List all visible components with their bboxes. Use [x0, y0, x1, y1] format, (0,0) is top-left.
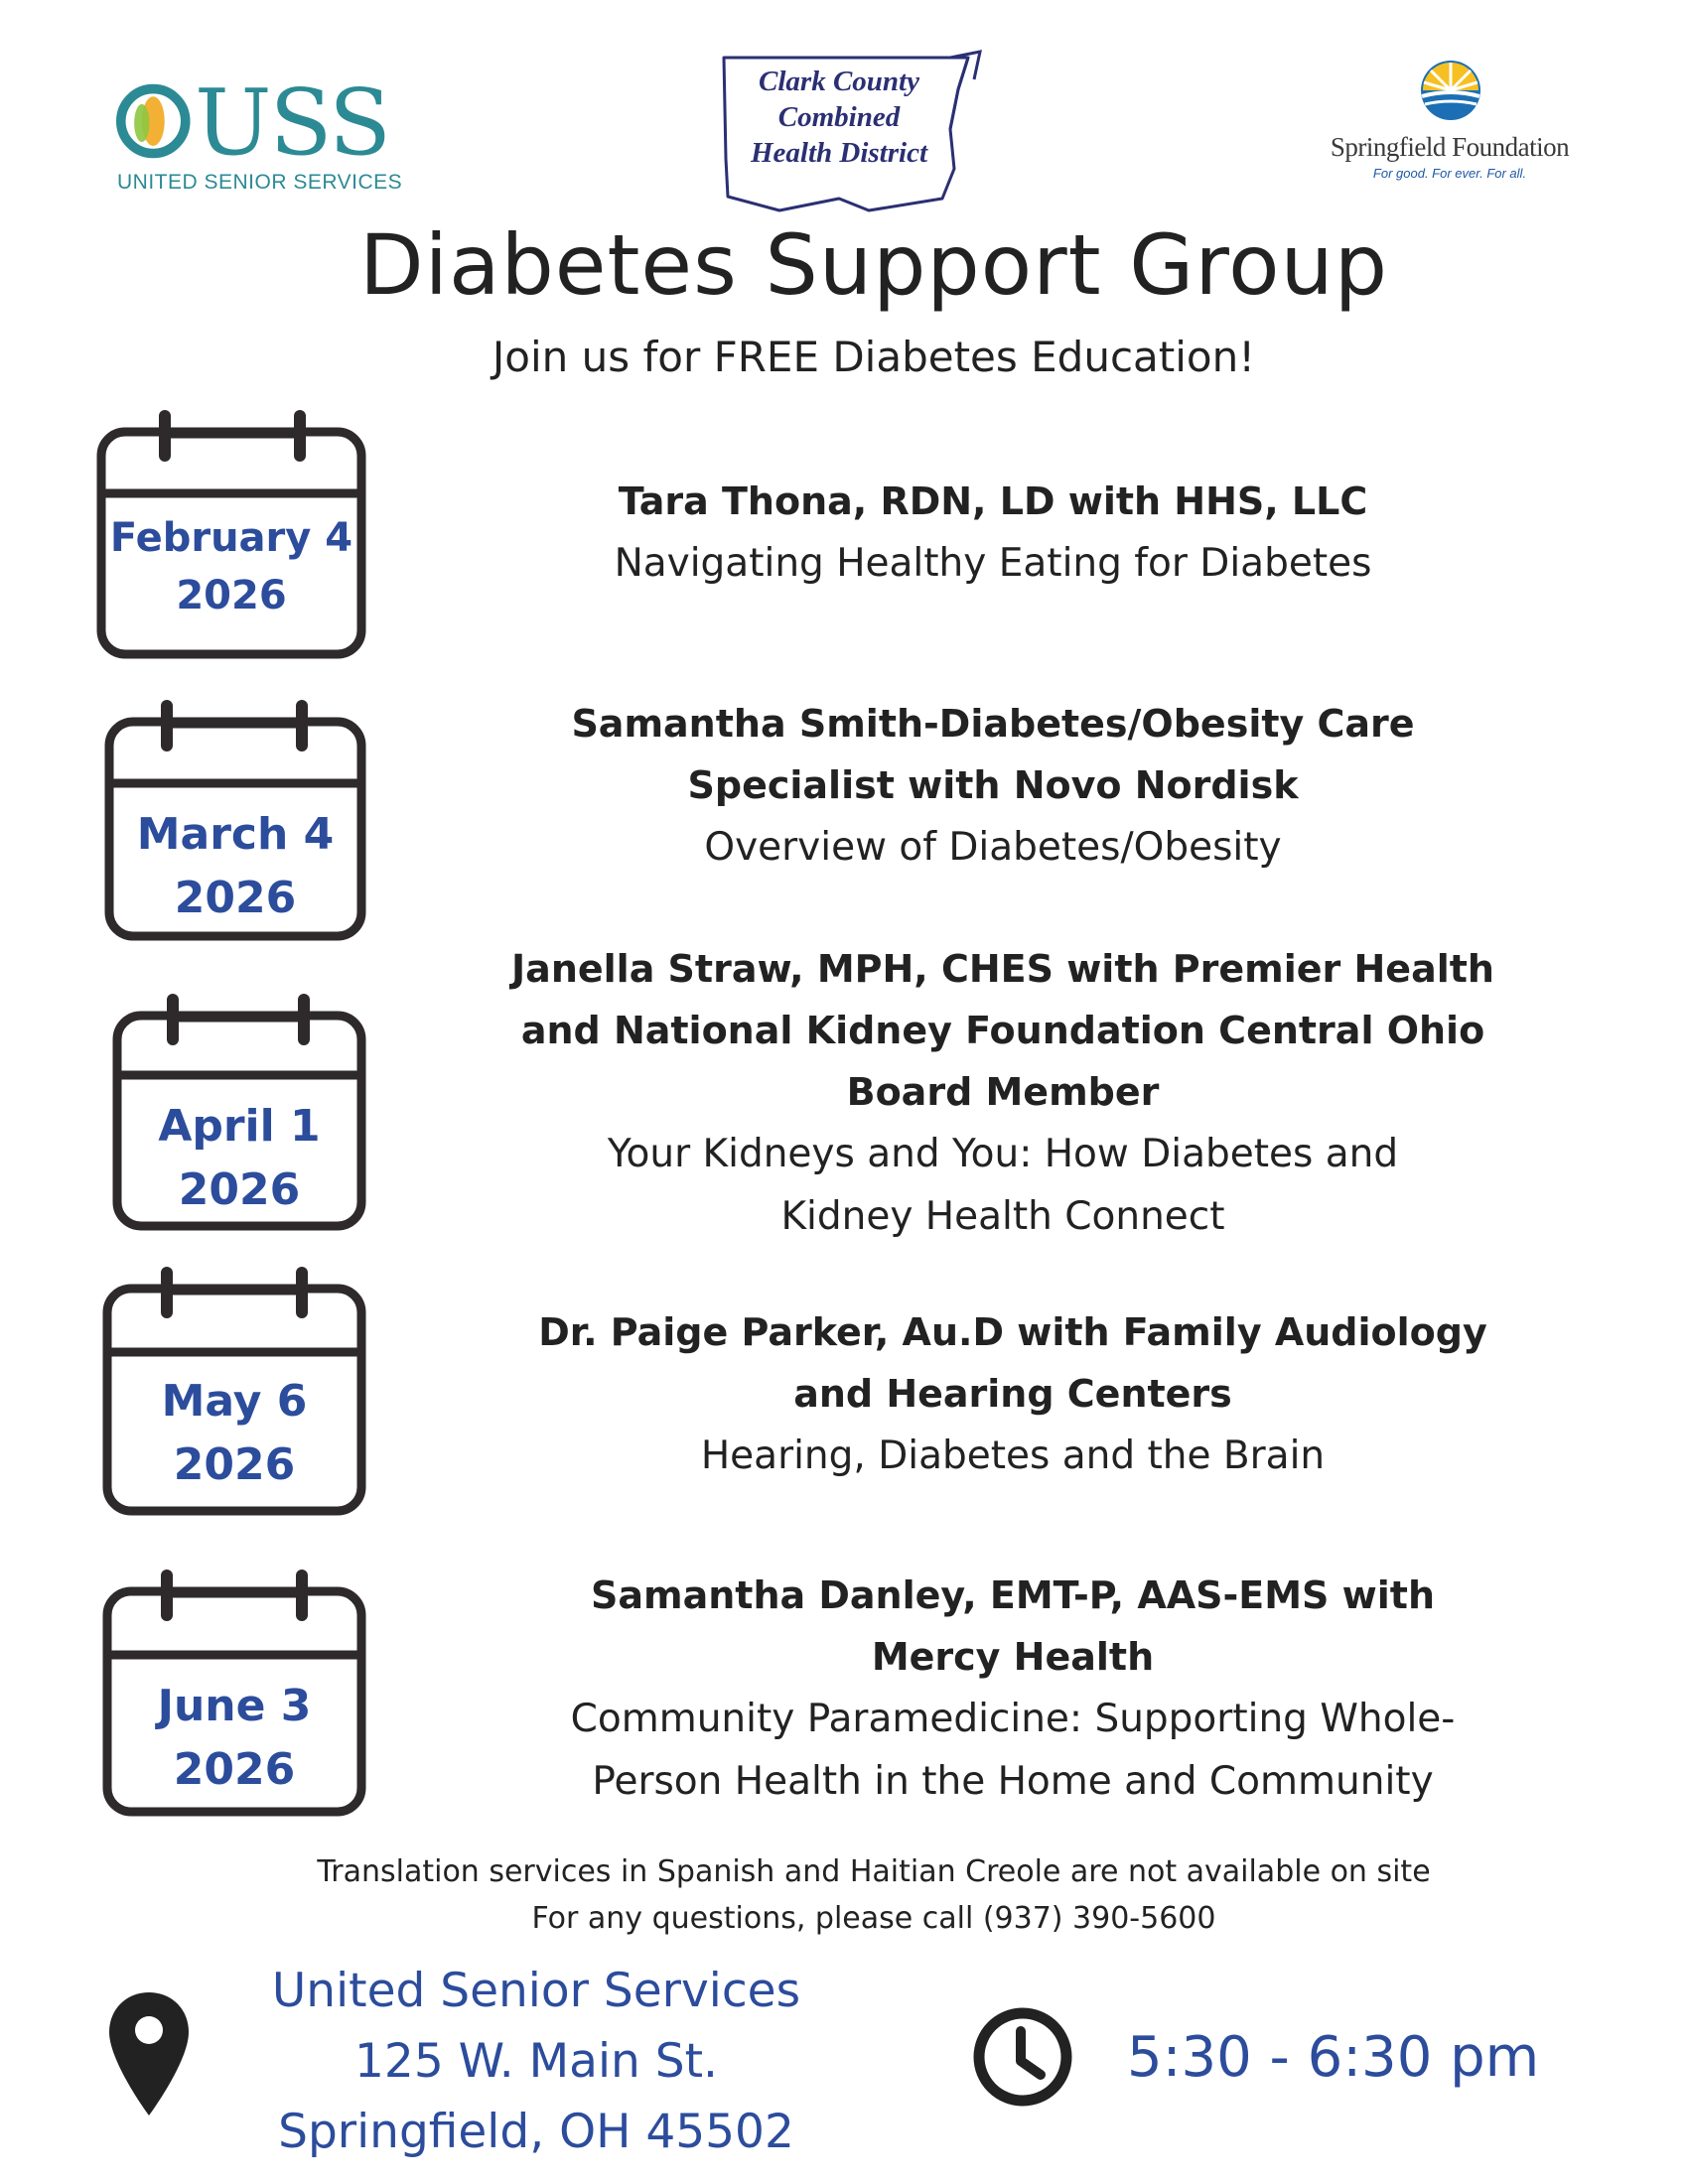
page-subtitle: Join us for FREE Diabetes Education!	[492, 333, 1256, 381]
calendar-icon	[103, 1269, 365, 1515]
event-month-day: March 4	[136, 809, 335, 860]
event-month-day: June 3	[157, 1681, 312, 1731]
calendar-icon	[97, 412, 365, 658]
event-year: 2026	[178, 1164, 301, 1215]
event-speaker: Mercy Health	[871, 1635, 1155, 1679]
springfield-foundation-logo	[1321, 55, 1579, 194]
address-line: 125 W. Main St.	[354, 2034, 718, 2089]
sun-icon	[1416, 55, 1485, 122]
location-address	[199, 1956, 874, 2167]
calendar-icon	[103, 1571, 365, 1816]
uss-emblem-icon	[111, 79, 207, 165]
event-topic: Hearing, Diabetes and the Brain	[700, 1433, 1326, 1478]
calendar-icon	[113, 996, 365, 1230]
event-year: 2026	[173, 1439, 296, 1490]
event-date	[97, 509, 365, 624]
clock-icon	[971, 2005, 1074, 2109]
event-speaker: Dr. Paige Parker, Au.D with Family Audiology	[538, 1310, 1487, 1354]
event-speaker: Tara Thona, RDN, LD with HHS, LLC	[618, 479, 1368, 523]
clark-county-logo	[720, 50, 988, 218]
event-speaker: and Hearing Centers	[793, 1372, 1232, 1416]
event-topic: Navigating Healthy Eating for Diabetes	[614, 541, 1372, 586]
questions-note: For any questions, please call (937) 390-5600	[531, 1901, 1216, 1936]
event-speaker: Samantha Danley, EMT-P, AAS-EMS with	[590, 1573, 1435, 1617]
event-year: 2026	[173, 1744, 296, 1795]
clark-line: Combined	[777, 101, 901, 133]
event-topic: Community Paramedicine: Supporting Whole-	[570, 1697, 1456, 1741]
event-topic: Overview of Diabetes/Obesity	[704, 825, 1282, 870]
event-topic: Your Kidneys and You: How Diabetes and	[607, 1132, 1399, 1176]
event-speaker: Specialist with Novo Nordisk	[687, 763, 1299, 807]
page-title: Diabetes Support Group	[358, 216, 1389, 314]
event-month-day: April 1	[158, 1101, 321, 1152]
event-details	[477, 1301, 1549, 1487]
event-speaker: and National Kidney Foundation Central Ohio	[520, 1009, 1485, 1052]
event-speaker: Samantha Smith-Diabetes/Obesity Care	[571, 702, 1415, 746]
clark-county-text	[720, 64, 958, 171]
uss-wordmark: USS	[195, 69, 389, 176]
event-month-day: February 4	[109, 515, 353, 561]
clark-line: Clark County	[759, 66, 919, 97]
event-topic: Kidney Health Connect	[780, 1194, 1225, 1239]
uss-subtitle: UNITED SENIOR SERVICES	[117, 171, 403, 194]
event-year: 2026	[176, 573, 287, 618]
event-month-day: May 6	[161, 1376, 308, 1427]
event-speaker: Janella Straw, MPH, CHES with Premier Health	[511, 947, 1494, 991]
springfield-name: Springfield Foundation	[1330, 132, 1570, 162]
calendar-icon	[105, 702, 365, 940]
address-line: United Senior Services	[271, 1964, 801, 2018]
springfield-tagline: For good. For ever. For all.	[1372, 166, 1527, 181]
clark-line: Health District	[750, 137, 928, 169]
event-year: 2026	[174, 873, 297, 923]
address-line: Springfield, OH 45502	[278, 2105, 794, 2159]
event-details	[467, 938, 1539, 1248]
location-pin-icon	[107, 1990, 191, 2117]
event-date	[113, 1095, 365, 1222]
event-topic: Person Health in the Home and Community	[592, 1759, 1434, 1804]
uss-logo	[111, 69, 403, 199]
event-time: 5:30 - 6:30 pm	[1127, 2025, 1540, 2090]
event-date	[103, 1675, 365, 1802]
event-date	[103, 1370, 365, 1497]
translation-note: Translation services in Spanish and Haitian Creole are not available on site	[317, 1854, 1431, 1889]
event-details	[477, 1565, 1549, 1813]
event-details	[477, 693, 1509, 879]
event-date	[105, 803, 365, 930]
event-speaker: Board Member	[846, 1070, 1160, 1114]
event-details	[477, 471, 1509, 595]
